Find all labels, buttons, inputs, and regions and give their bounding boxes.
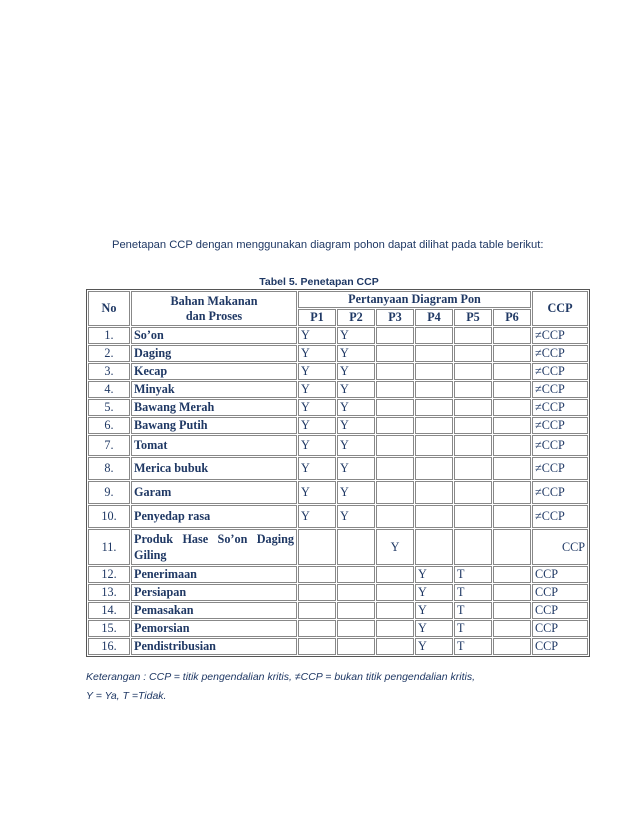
row-p2: Y <box>337 435 375 456</box>
row-p6 <box>493 620 531 637</box>
table-row <box>88 638 588 655</box>
row-bahan: Pemorsian <box>131 620 297 637</box>
header-bahan-line2: dan Proses <box>185 308 243 323</box>
intro-text: Penetapan CCP dengan menggunakan diagram pohon dapat dilihat pada table berikut: <box>112 239 544 251</box>
row-no: 9. <box>88 481 130 504</box>
row-p4 <box>415 381 453 398</box>
row-ccp: ≠CCP <box>532 505 588 528</box>
table-row <box>88 505 588 528</box>
row-ccp: CCP <box>532 638 588 655</box>
row-p5 <box>454 481 492 504</box>
row-p5 <box>454 381 492 398</box>
row-p3 <box>376 399 414 416</box>
row-p6 <box>493 363 531 380</box>
row-p4 <box>415 529 453 565</box>
row-p3 <box>376 505 414 528</box>
row-p4 <box>415 457 453 480</box>
row-p2 <box>337 602 375 619</box>
row-p3 <box>376 457 414 480</box>
row-p6 <box>493 481 531 504</box>
legend-note <box>86 668 475 706</box>
table-row <box>88 399 588 416</box>
row-p1: Y <box>298 417 336 434</box>
header-bahan <box>131 291 297 326</box>
row-bahan: Persiapan <box>131 584 297 601</box>
row-bahan: Kecap <box>131 363 297 380</box>
row-bahan: Penerimaan <box>131 566 297 583</box>
row-p3 <box>376 417 414 434</box>
row-p4 <box>415 481 453 504</box>
row-p5: T <box>454 620 492 637</box>
row-p6 <box>493 566 531 583</box>
row-bahan: Merica bubuk <box>131 457 297 480</box>
row-p4: Y <box>415 566 453 583</box>
row-bahan: Pemasakan <box>131 602 297 619</box>
row-ccp: CCP <box>532 620 588 637</box>
row-p1: Y <box>298 481 336 504</box>
row-p1: Y <box>298 327 336 344</box>
row-p6 <box>493 381 531 398</box>
row-no: 6. <box>88 417 130 434</box>
row-p2 <box>337 620 375 637</box>
row-no: 14. <box>88 602 130 619</box>
row-p4 <box>415 505 453 528</box>
row-p3 <box>376 381 414 398</box>
row-no: 2. <box>88 345 130 362</box>
row-p3 <box>376 566 414 583</box>
row-no: 11. <box>88 529 130 565</box>
table-caption: Tabel 5. Penetapan CCP <box>259 276 379 288</box>
row-p6 <box>493 529 531 565</box>
row-p1 <box>298 529 336 565</box>
row-no: 1. <box>88 327 130 344</box>
row-p6 <box>493 345 531 362</box>
row-p1: Y <box>298 457 336 480</box>
row-p2 <box>337 529 375 565</box>
row-p2: Y <box>337 457 375 480</box>
row-p6 <box>493 505 531 528</box>
row-ccp: ≠CCP <box>532 481 588 504</box>
row-p4 <box>415 399 453 416</box>
row-p5 <box>454 457 492 480</box>
row-bahan: Bawang Putih <box>131 417 297 434</box>
row-p2 <box>337 584 375 601</box>
table-row <box>88 602 588 619</box>
header-p1: P1 <box>298 309 336 326</box>
legend-note-line2: Y = Ya, T =Tidak. <box>86 690 167 702</box>
table-body <box>88 327 588 655</box>
row-ccp: CCP <box>532 602 588 619</box>
row-p6 <box>493 457 531 480</box>
ccp-table <box>86 289 590 657</box>
legend-note-line1: Keterangan : CCP = titik pengendalian kritis, ≠CCP = bukan titik pengendalian kritis, <box>86 671 476 683</box>
row-bahan: Produk Hase So’on Daging Giling <box>131 529 297 565</box>
row-p3 <box>376 345 414 362</box>
row-no: 5. <box>88 399 130 416</box>
row-ccp: ≠CCP <box>532 399 588 416</box>
row-p5 <box>454 327 492 344</box>
row-no: 3. <box>88 363 130 380</box>
row-p2: Y <box>337 417 375 434</box>
row-p1 <box>298 584 336 601</box>
row-p4: Y <box>415 602 453 619</box>
row-p2 <box>337 638 375 655</box>
row-p1 <box>298 602 336 619</box>
row-no: 15. <box>88 620 130 637</box>
table-row <box>88 381 588 398</box>
row-no: 16. <box>88 638 130 655</box>
row-p2: Y <box>337 505 375 528</box>
row-bahan: Pendistribusian <box>131 638 297 655</box>
row-p1: Y <box>298 363 336 380</box>
row-p5: T <box>454 638 492 655</box>
row-p4 <box>415 327 453 344</box>
row-p2: Y <box>337 327 375 344</box>
row-bahan: Daging <box>131 345 297 362</box>
row-ccp: CCP <box>532 529 588 565</box>
row-p4 <box>415 345 453 362</box>
row-p6 <box>493 602 531 619</box>
row-p3: Y <box>376 529 414 565</box>
table-row <box>88 417 588 434</box>
row-bahan: So’on <box>131 327 297 344</box>
row-p1: Y <box>298 345 336 362</box>
row-bahan: Minyak <box>131 381 297 398</box>
row-p1: Y <box>298 381 336 398</box>
row-ccp: CCP <box>532 584 588 601</box>
row-p3 <box>376 620 414 637</box>
table-row <box>88 345 588 362</box>
row-p5: T <box>454 566 492 583</box>
row-p1: Y <box>298 505 336 528</box>
row-p3 <box>376 481 414 504</box>
table-row <box>88 481 588 504</box>
row-no: 4. <box>88 381 130 398</box>
header-ccp: CCP <box>532 291 588 326</box>
row-p4: Y <box>415 638 453 655</box>
row-p6 <box>493 638 531 655</box>
row-no: 7. <box>88 435 130 456</box>
row-p5 <box>454 505 492 528</box>
row-no: 12. <box>88 566 130 583</box>
row-p3 <box>376 363 414 380</box>
row-p5 <box>454 345 492 362</box>
row-ccp: ≠CCP <box>532 345 588 362</box>
row-p5 <box>454 363 492 380</box>
row-p1 <box>298 620 336 637</box>
row-p2 <box>337 566 375 583</box>
row-no: 10. <box>88 505 130 528</box>
row-p6 <box>493 417 531 434</box>
row-p2: Y <box>337 481 375 504</box>
table-row <box>88 363 588 380</box>
table-row <box>88 566 588 583</box>
row-p4 <box>415 363 453 380</box>
row-bahan: Penyedap rasa <box>131 505 297 528</box>
row-p5 <box>454 529 492 565</box>
row-ccp: ≠CCP <box>532 457 588 480</box>
row-ccp: ≠CCP <box>532 327 588 344</box>
row-p4: Y <box>415 584 453 601</box>
row-ccp: ≠CCP <box>532 435 588 456</box>
row-p1: Y <box>298 399 336 416</box>
header-p2: P2 <box>337 309 375 326</box>
row-p1 <box>298 566 336 583</box>
header-p4: P4 <box>415 309 453 326</box>
row-ccp: ≠CCP <box>532 417 588 434</box>
row-p5: T <box>454 584 492 601</box>
row-p1: Y <box>298 435 336 456</box>
row-p2: Y <box>337 399 375 416</box>
row-p3 <box>376 435 414 456</box>
table-row <box>88 620 588 637</box>
row-p6 <box>493 399 531 416</box>
row-no: 8. <box>88 457 130 480</box>
row-p5 <box>454 435 492 456</box>
row-ccp: ≠CCP <box>532 381 588 398</box>
row-bahan: Garam <box>131 481 297 504</box>
row-p6 <box>493 584 531 601</box>
row-p6 <box>493 327 531 344</box>
table-row <box>88 457 588 480</box>
header-no: No <box>88 291 130 326</box>
row-p4 <box>415 417 453 434</box>
header-p6: P6 <box>493 309 531 326</box>
row-bahan: Tomat <box>131 435 297 456</box>
row-p3 <box>376 584 414 601</box>
row-p2: Y <box>337 363 375 380</box>
row-p5 <box>454 399 492 416</box>
header-p3: P3 <box>376 309 414 326</box>
header-p5: P5 <box>454 309 492 326</box>
table-row <box>88 327 588 344</box>
row-p4 <box>415 435 453 456</box>
row-p6 <box>493 435 531 456</box>
row-no: 13. <box>88 584 130 601</box>
table-row <box>88 435 588 456</box>
row-p2: Y <box>337 345 375 362</box>
header-bahan-line1: Bahan Makanan <box>170 293 258 308</box>
header-pertanyaan: Pertanyaan Diagram Pon <box>298 291 531 308</box>
row-bahan: Bawang Merah <box>131 399 297 416</box>
row-p3 <box>376 327 414 344</box>
row-p3 <box>376 638 414 655</box>
table-row <box>88 529 588 565</box>
row-ccp: ≠CCP <box>532 363 588 380</box>
row-p2: Y <box>337 381 375 398</box>
row-p5 <box>454 417 492 434</box>
row-p4: Y <box>415 620 453 637</box>
row-p1 <box>298 638 336 655</box>
table-row <box>88 584 588 601</box>
row-ccp: CCP <box>532 566 588 583</box>
row-p5: T <box>454 602 492 619</box>
row-p3 <box>376 602 414 619</box>
